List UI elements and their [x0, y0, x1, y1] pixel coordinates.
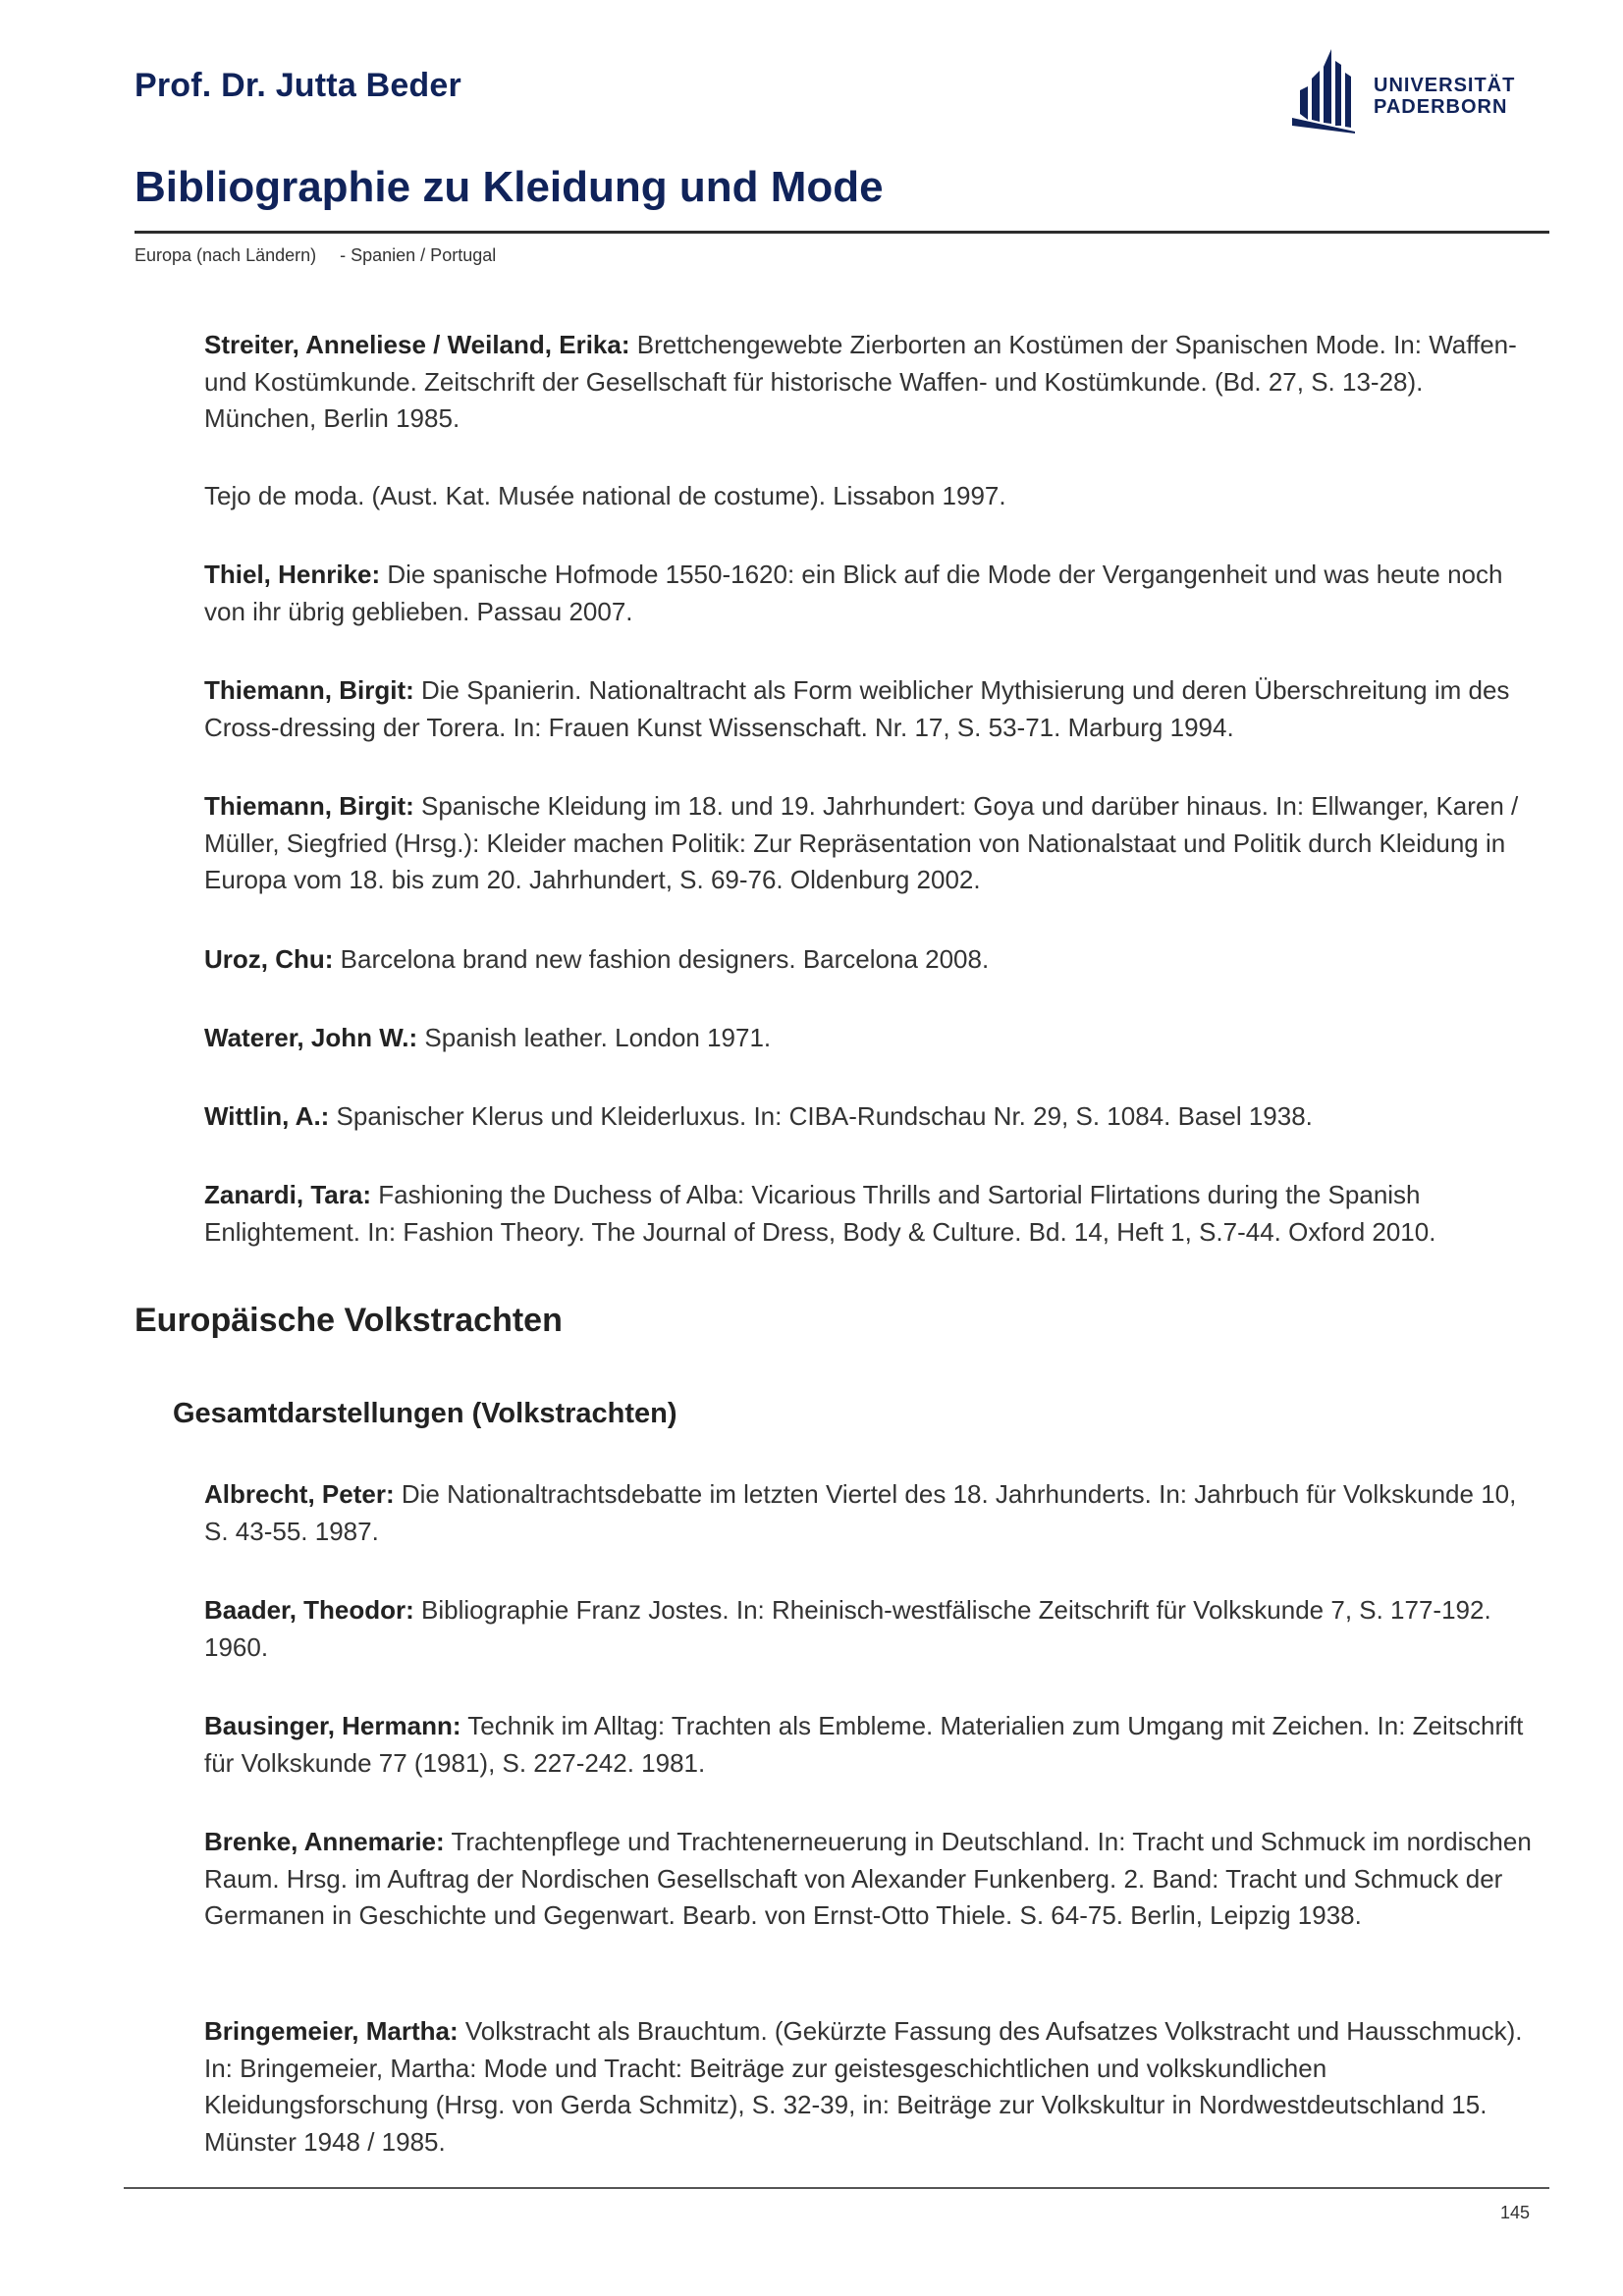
- document-title: Bibliographie zu Kleidung und Mode: [135, 163, 884, 211]
- entry-text: Spanischer Klerus und Kleiderluxus. In: CIBA-Rundschau Nr. 29, S. 1084. Basel 1938.: [329, 1101, 1313, 1131]
- entry-author: Wittlin, A.:: [204, 1101, 330, 1131]
- entry-author: Thiemann, Birgit:: [204, 791, 414, 821]
- entry-text: Volkstracht als Brauchtum. (Gekürzte Fassung des Aufsatzes Volkstracht und Hausschmuck). In: Bringemeier, Martha: Mode und Tracht: Beiträge zur geistesgeschichtlichen und volkskundlichen Kleidungsforschung (Hrsg. von Gerda Schmitz), S. 32-39, in: Beiträge zur Volkskultur in Nordwestdeutschland 15. Münster 1948 / 1985.: [204, 2016, 1523, 2157]
- entry-text: Tejo de moda. (Aust. Kat. Musée national de costume). Lissabon 1997.: [204, 481, 1006, 510]
- bibliography-entry: [204, 1020, 1540, 1057]
- bibliography-entry: [204, 1592, 1540, 1666]
- bibliography-entry: [204, 1177, 1540, 1251]
- section-subheading: Gesamtdarstellungen (Volkstrachten): [173, 1398, 677, 1429]
- university-wordmark: [1374, 75, 1515, 118]
- footer-divider: [124, 2187, 1549, 2189]
- breadcrumb-section: Europa (nach Ländern): [135, 245, 317, 265]
- entry-author: Albrecht, Peter:: [204, 1479, 395, 1509]
- entry-text: Brettchengewebte Zierborten an Kostümen der Spanischen Mode. In: Waffen- und Kostümkunde. Zeitschrift der Gesellschaft für historische Waffen- und Kostümkunde. (Bd. 27, S. 13-28). München, Berlin 1985.: [204, 330, 1517, 433]
- header-divider: [135, 231, 1549, 234]
- bibliography-entry: [204, 1824, 1540, 1935]
- entry-author: Thiel, Henrike:: [204, 560, 381, 589]
- entry-author: Bringemeier, Martha:: [204, 2016, 459, 2046]
- bibliography-entry: [204, 327, 1540, 438]
- university-logo: [1292, 49, 1528, 133]
- author-name: Prof. Dr. Jutta Beder: [135, 67, 461, 104]
- entry-text: Die spanische Hofmode 1550-1620: ein Blick auf die Mode der Vergangenheit und was heute noch von ihr übrig geblieben. Passau 2007.: [204, 560, 1503, 626]
- entry-author: Brenke, Annemarie:: [204, 1827, 445, 1856]
- bibliography-entry: [204, 672, 1540, 746]
- entry-text: Technik im Alltag: Trachten als Embleme. Materialien zum Umgang mit Zeichen. In: Zeitschrift für Volkskunde 77 (1981), S. 227-242. 1981.: [204, 1711, 1524, 1778]
- university-wordmark-line2: PADERBORN: [1374, 96, 1508, 118]
- entry-author: Streiter, Anneliese / Weiland, Erika:: [204, 330, 630, 359]
- entry-author: Uroz, Chu:: [204, 944, 334, 974]
- entry-text: Die Spanierin. Nationaltracht als Form weiblicher Mythisierung und deren Überschreitung im des Cross-dressing der Torera. In: Frauen Kunst Wissenschaft. Nr. 17, S. 53-71. Marburg 1994.: [204, 675, 1510, 742]
- university-wordmark-line1: UNIVERSITÄT: [1374, 75, 1516, 96]
- bibliography-entry: [204, 788, 1540, 899]
- bibliography-entry: [204, 1708, 1540, 1782]
- entry-text: Die Nationaltrachtsdebatte im letzten Viertel des 18. Jahrhunderts. In: Jahrbuch für Volkskunde 10, S. 43-55. 1987.: [204, 1479, 1517, 1546]
- entry-author: Bausinger, Hermann:: [204, 1711, 461, 1740]
- bibliography-entry: [204, 1476, 1540, 1550]
- bibliography-entry: [204, 2013, 1540, 2161]
- entry-text: Fashioning the Duchess of Alba: Vicarious Thrills and Sartorial Flirtations during the Spanish Enlightement. In: Fashion Theory. The Journal of Dress, Body & Culture. Bd. 14, Heft 1, S.7-44. Oxford 2010.: [204, 1180, 1436, 1247]
- breadcrumb: [135, 245, 496, 266]
- entry-text: Spanish leather. London 1971.: [417, 1023, 772, 1052]
- bibliography-entry: [204, 557, 1540, 630]
- entry-text: Barcelona brand new fashion designers. Barcelona 2008.: [333, 944, 990, 974]
- section-heading: Europäische Volkstrachten: [135, 1302, 563, 1339]
- bibliography-entry: [204, 941, 1540, 979]
- bibliography-entry: [204, 1098, 1540, 1136]
- entry-text: Trachtenpflege und Trachtenerneuerung in Deutschland. In: Tracht und Schmuck im nordischen Raum. Hrsg. im Auftrag der Nordischen Gesellschaft von Alexander Funkenberg. 2. Band: Tracht und Schmuck der Germanen in Geschichte und Gegenwart. Bearb. von Ernst-Otto Thiele. S. 64-75. Berlin, Leipzig 1938.: [204, 1827, 1532, 1930]
- entry-text: Bibliographie Franz Jostes. In: Rheinisch-westfälische Zeitschrift für Volkskunde 7, S. 177-192. 1960.: [204, 1595, 1491, 1662]
- entry-author: Baader, Theodor:: [204, 1595, 414, 1625]
- entry-author: Thiemann, Birgit:: [204, 675, 414, 705]
- entry-author: Zanardi, Tara:: [204, 1180, 372, 1209]
- entry-text: Spanische Kleidung im 18. und 19. Jahrhundert: Goya und darüber hinaus. In: Ellwanger, Karen / Müller, Siegfried (Hrsg.): Kleider machen Politik: Zur Repräsentation von Nationalstaat und Politik durch Kleidung in Europa vom 18. bis zum 20. Jahrhundert, S. 69-76. Oldenburg 2002.: [204, 791, 1519, 894]
- entry-author: Waterer, John W.:: [204, 1023, 418, 1052]
- university-logo-icon: [1292, 49, 1363, 133]
- breadcrumb-subsection: - Spanien / Portugal: [340, 245, 497, 265]
- bibliography-entry: [204, 478, 1540, 515]
- page-number: 145: [1499, 2203, 1530, 2222]
